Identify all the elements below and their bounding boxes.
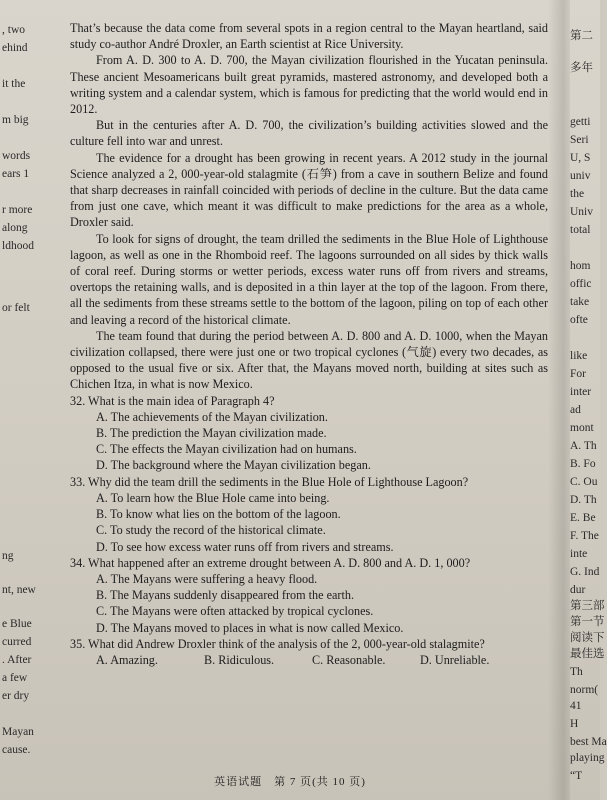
- question-35: [70, 636, 548, 668]
- option-a: A. Amazing.: [96, 652, 158, 667]
- right-fragment-line: U, S: [570, 152, 591, 164]
- adjacent-page-left-fragments: [0, 14, 40, 774]
- right-fragment-line: dur: [570, 584, 586, 596]
- footer-page-number: 英语试题 第 7 页(共 10 页): [214, 776, 366, 788]
- right-fragment-line: total: [570, 224, 591, 236]
- answer-option: A. To learn how the Blue Hole came into being.: [96, 490, 330, 505]
- answer-option: D. The background where the Mayan civilization began.: [96, 458, 371, 473]
- answer-option: C. The effects the Mayan civilization had on humans.: [96, 442, 357, 457]
- right-fragment-line: getti: [570, 116, 591, 128]
- right-fragment-line: For: [570, 368, 586, 380]
- question-list: [70, 393, 548, 636]
- left-fragment-line: cause.: [2, 744, 31, 756]
- right-fragment-line: Univ: [570, 206, 593, 218]
- right-fragment-line: inte: [570, 548, 588, 560]
- left-fragment-line: e Blue: [2, 618, 32, 630]
- right-fragment-line: 第一节: [570, 616, 605, 628]
- left-fragment-line: ears 1: [2, 168, 30, 180]
- option-d: D. Unreliable.: [420, 652, 490, 667]
- right-fragment-line: E. Be: [570, 512, 596, 524]
- left-fragment-line: along: [2, 222, 28, 234]
- question-options-row: [70, 652, 548, 668]
- left-fragment-line: curred: [2, 636, 32, 648]
- right-fragment-line: mont: [570, 422, 594, 434]
- answer-option: B. To know what lies on the bottom of the lagoon.: [96, 507, 341, 522]
- passage-paragraph: From A. D. 300 to A. D. 700, the Mayan civilization flourished in the Yucatan peninsula. These ancient Mesoamericans built great pyramids, mastered astronomy, and developed both a writing system and a calendar system, which is famous for predicting that the world would end in 2012.: [70, 53, 548, 117]
- page-fold-shadow: [548, 0, 570, 800]
- right-fragment-line: F. The: [570, 530, 599, 542]
- right-fragment-line: 多年: [570, 62, 593, 74]
- right-fragment-line: hom: [570, 260, 591, 272]
- left-fragment-line: r more: [2, 204, 33, 216]
- right-fragment-line: 最佳选: [570, 648, 605, 660]
- question-item: [70, 555, 548, 636]
- left-fragment-line: or felt: [2, 302, 30, 314]
- adjacent-page-right-fragments: [568, 18, 607, 788]
- left-fragment-line: words: [2, 150, 31, 162]
- question-stem: 34. What happened after an extreme drought between A. D. 800 and A. D. 1, 000?: [70, 555, 471, 570]
- reading-passage: [70, 20, 548, 668]
- right-fragment-line: G. Ind: [570, 566, 600, 578]
- passage-paragraphs: [70, 20, 548, 393]
- answer-option: B. The Mayans suddenly disappeared from the earth.: [96, 588, 355, 603]
- right-fragment-line: the: [570, 188, 585, 200]
- right-fragment-line: norm(: [570, 684, 599, 696]
- right-fragment-line: best Ma: [570, 736, 607, 748]
- left-fragment-line: nt, new: [2, 584, 36, 596]
- answer-option: D. To see how excess water runs off from rivers and streams.: [96, 539, 394, 554]
- option-c: C. Reasonable.: [312, 652, 386, 667]
- right-fragment-line: Seri: [570, 134, 589, 146]
- passage-paragraph: The team found that during the period between A. D. 800 and A. D. 1000, when the Mayan civilization collapsed, there were just one or two tropical cyclones (气旋) every two decades, as opposed to the usual five or six. After that, the Mayans moved north, building at sites such as Chichen Itza, in what is now Mexico.: [70, 328, 548, 392]
- left-fragment-line: ng: [2, 550, 14, 562]
- left-fragment-line: m big: [2, 114, 29, 126]
- answer-option: A. The Mayans were suffering a heavy flood.: [96, 571, 318, 586]
- right-fragment-line: take: [570, 296, 590, 308]
- right-fragment-line: ofte: [570, 314, 588, 326]
- option-b: B. Ridiculous.: [204, 652, 275, 667]
- question-item: [70, 393, 548, 474]
- right-fragment-line: inter: [570, 386, 592, 398]
- right-fragment-line: 41: [570, 700, 582, 712]
- left-fragment-line: , two: [2, 24, 25, 36]
- passage-paragraph: But in the centuries after A. D. 700, the civilization’s building activities slowed and the culture fell into war and unrest.: [70, 118, 548, 149]
- passage-paragraph: To look for signs of drought, the team drilled the sediments in the Blue Hole of Lighthouse lagoon, as well as one in the Rhomboid reef. The lagoons surrounded on all sides by thick walls of coral reef. During storms or wetter periods, excess water runs off from rivers and streams, overtops the retaining walls, and is deposited in a thin layer at the top of the lagoon. From there, all the sediments from these streams settle to the bottom of the lagoon, piling on top of each other and leaving a record of the historical climate.: [70, 231, 548, 327]
- question-item: [70, 474, 548, 555]
- right-fragment-line: like: [570, 350, 588, 362]
- right-fragment-line: D. Th: [570, 494, 597, 506]
- left-fragment-line: . After: [2, 654, 32, 666]
- right-fragment-line: H: [570, 718, 579, 730]
- left-fragment-line: Mayan: [2, 726, 34, 738]
- question-stem: 35. What did Andrew Droxler think of the analysis of the 2, 000-year-old stalagmite?: [70, 636, 485, 651]
- left-fragment-line: ehind: [2, 42, 28, 54]
- right-fragment-line: 第二: [570, 30, 593, 42]
- right-fragment-line: 第三部: [570, 600, 605, 612]
- answer-option: C. The Mayans were often attacked by tropical cyclones.: [96, 604, 374, 619]
- passage-paragraph: The evidence for a drought has been growing in recent years. A 2012 study in the journal Science analyzed a 2, 000-year-old stalagmite (石笋) from a cave in southern Belize and found that sharp decreases in rainfall coincided with periods of decline in the culture. But the data came from just one cave, which meant it was difficult to make predictions for the area as a whole, Droxler said.: [70, 150, 548, 230]
- right-fragment-line: 阅读下: [570, 632, 605, 644]
- right-fragment-line: B. Fo: [570, 458, 596, 470]
- right-fragment-line: playing: [570, 752, 605, 764]
- left-fragment-line: a few: [2, 672, 28, 684]
- left-fragment-line: it the: [2, 78, 26, 90]
- answer-option: D. The Mayans moved to places in what is now called Mexico.: [96, 620, 404, 635]
- answer-option: B. The prediction the Mayan civilization made.: [96, 426, 327, 441]
- right-fragment-line: Th: [570, 666, 583, 678]
- right-fragment-line: ad: [570, 404, 581, 416]
- page-footer: [0, 773, 600, 789]
- answer-option: A. The achievements of the Mayan civilization.: [96, 409, 328, 424]
- question-stem: 33. Why did the team drill the sediments in the Blue Hole of Lighthouse Lagoon?: [70, 474, 469, 489]
- right-fragment-line: univ: [570, 170, 591, 182]
- right-fragment-line: A. Th: [570, 440, 597, 452]
- left-fragment-line: er dry: [2, 690, 30, 702]
- left-fragment-line: ldhood: [2, 240, 34, 252]
- right-fragment-line: offic: [570, 278, 592, 290]
- question-stem: 32. What is the main idea of Paragraph 4?: [70, 393, 275, 408]
- right-fragment-line: “T: [570, 770, 583, 782]
- right-fragment-line: C. Ou: [570, 476, 598, 488]
- answer-option: C. To study the record of the historical climate.: [96, 523, 326, 538]
- passage-paragraph: That’s because the data come from several spots in a region central to the Mayan heartland, said study co-author André Droxler, an Earth scientist at Rice University.: [70, 21, 548, 52]
